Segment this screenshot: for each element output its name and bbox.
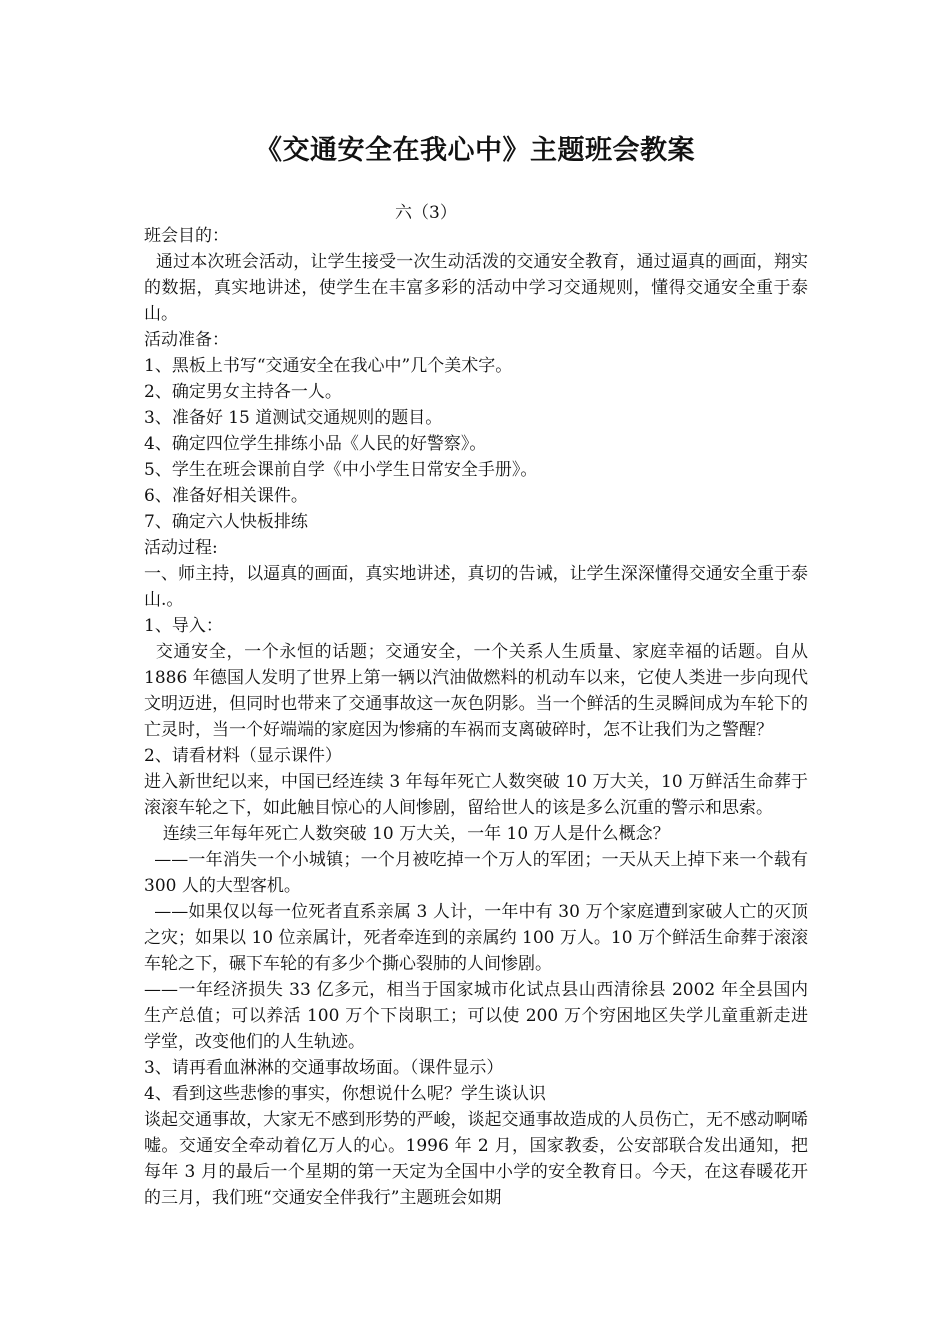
section-heading-process: 活动过程:	[144, 538, 218, 558]
intro-paragraph: 交通安全，一个永恒的话题；交通安全，一个关系人生质量、家庭幸福的话题。自从 1886 年德国人发明了世界上第一辆以汽油做燃料的机动车以来，它使人类进一步向现代文明迈进，但同时也带来了交通事故这一灰色阴影。当一个鲜活的生灵瞬间成为车轮下的亡灵时，当一个好端端的家庭因为惨痛的车祸而支离破碎时，怎不让我们为之警醒？	[144, 642, 808, 740]
statistic-question: 连续三年每年死亡人数突破 10 万大关，一年 10 万人是什么概念？	[162, 824, 670, 844]
purpose-paragraph: 通过本次班会活动，让学生接受一次生动活泼的交通安全教育，通过逼真的画面，翔实的数据，真实地讲述，使学生在丰富多彩的活动中学习交通规则，懂得交通安全重于泰山。	[144, 252, 808, 324]
section-heading-preparation: 活动准备：	[144, 330, 229, 350]
subheading-discussion: 4、看到这些悲惨的事实，你想说什么呢？学生谈认识	[144, 1084, 546, 1104]
list-item: 5、学生在班会课前自学《中小学生日常安全手册》。	[144, 460, 538, 480]
process-step-one: 一、师主持，以逼真的画面，真实地讲述，真切的告诫，让学生深深懂得交通安全重于泰山.。	[144, 564, 808, 610]
statistic-item: ——一年经济损失 33 亿多元，相当于国家城市化试点县山西清徐县 2002 年全县国内生产总值；可以养活 100 万个下岗职工；可以使 200 万个穷困地区失学儿童重新走进学堂，改变他们的人生轨迹。	[144, 980, 808, 1052]
discussion-paragraph: 谈起交通事故，大家无不感到形势的严峻，谈起交通事故造成的人员伤亡，无不感动啊唏嘘。交通安全牵动着亿万人的心。1996 年 2 月，国家教委，公安部联合发出通知，把每年 3 月的最后一个星期的第一天定为全国中小学的安全教育日。今天，在这春暖花开的三月，我们班“交通安全伴我行”主题班会如期	[144, 1110, 808, 1208]
list-item: 6、准备好相关课件。	[144, 486, 308, 506]
subheading-material: 2、请看材料（显示课件）	[144, 746, 342, 766]
material-paragraph: 进入新世纪以来，中国已经连续 3 年每年死亡人数突破 10 万大关，10 万鲜活生命葬于滚滚车轮之下，如此触目惊心的人间惨剧，留给世人的该是多么沉重的警示和思索。	[144, 772, 808, 818]
list-item: 7、确定六人快板排练	[144, 512, 308, 532]
list-item: 4、确定四位学生排练小品《人民的好警察》。	[144, 434, 487, 454]
class-label: 六（3）	[395, 203, 457, 223]
statistic-item: ——一年消失一个小城镇；一个月被吃掉一个万人的军团；一天从天上掉下来一个载有 300 人的大型客机。	[144, 850, 808, 896]
subheading-accident-scenes: 3、请再看血淋淋的交通事故场面。（课件显示）	[144, 1058, 504, 1078]
document-body	[144, 223, 808, 1211]
subheading-intro: 1、导入：	[144, 616, 223, 636]
section-heading-purpose: 班会目的：	[144, 226, 229, 246]
statistic-item: ——如果仅以每一位死者直系亲属 3 人计，一年中有 30 万个家庭遭到家破人亡的灭顶之灾；如果以 10 位亲属计，死者牵连到的亲属约 100 万人。10 万个鲜活生命葬于滚滚车轮之下，碾下车轮的有多少个撕心裂肺的人间惨剧。	[144, 902, 808, 974]
list-item: 1、黑板上书写“交通安全在我心中”几个美术字。	[144, 356, 513, 376]
list-item: 3、准备好 15 道测试交通规则的题目。	[144, 408, 443, 428]
list-item: 2、确定男女主持各一人。	[144, 382, 342, 402]
document-title: 《交通安全在我心中》主题班会教案	[255, 135, 695, 166]
